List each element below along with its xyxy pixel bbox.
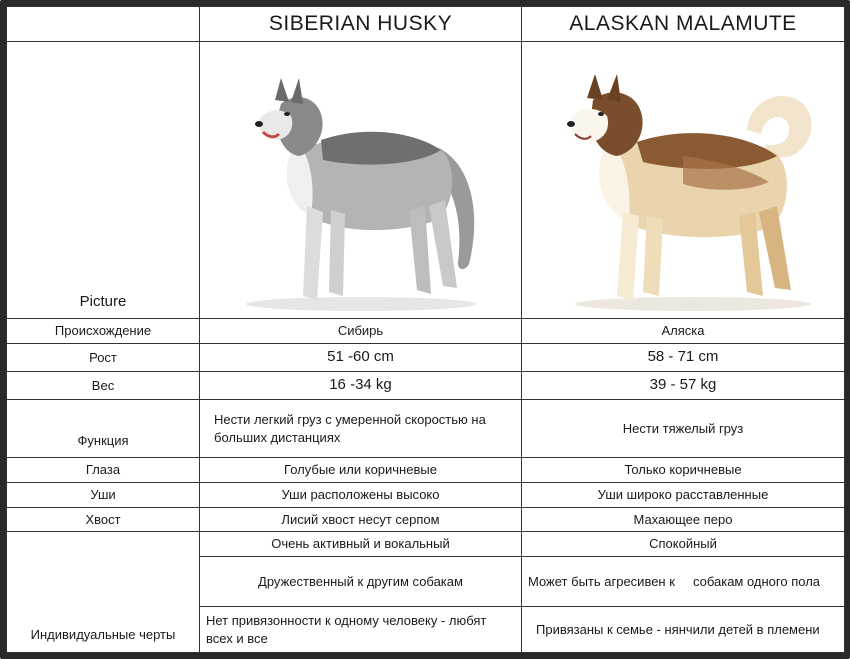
husky-origin: Сибирь	[200, 319, 522, 344]
tail-label: Хвост	[7, 507, 200, 532]
header-siberian-husky: SIBERIAN HUSKY	[200, 7, 522, 42]
malamute-eyes: Только коричневые	[522, 458, 845, 483]
husky-trait-3: Нет привязонности к одному человеку - любят всех и все	[200, 607, 522, 653]
picture-label: Picture	[7, 42, 200, 319]
husky-function: Нести легкий груз с умеренной скоростью на больших дистанциях	[200, 400, 522, 458]
malamute-picture-cell	[522, 42, 845, 319]
function-label: Функция	[7, 400, 200, 458]
malamute-trait-1: Спокойный	[522, 532, 845, 557]
malamute-trait-3: Привязаны к семье - нянчили детей в племени	[522, 607, 845, 653]
height-label: Рост	[7, 343, 200, 371]
husky-trait-2: Дружественный к другим собакам	[200, 557, 522, 607]
malamute-weight: 39 - 57 kg	[522, 371, 845, 399]
husky-tail: Лисий хвост несут серпом	[200, 507, 522, 532]
malamute-ears: Уши широко расставленные	[522, 482, 845, 507]
function-row	[7, 400, 845, 458]
weight-label: Вес	[7, 371, 200, 399]
husky-picture-cell	[200, 42, 522, 319]
eyes-row	[7, 458, 845, 483]
husky-weight: 16 -34 kg	[200, 371, 522, 399]
header-empty-cell	[7, 7, 200, 42]
picture-row	[7, 42, 845, 319]
malamute-tail: Махающее перо	[522, 507, 845, 532]
ears-row	[7, 482, 845, 507]
traits-row-1	[7, 532, 845, 557]
husky-height: 51 -60 cm	[200, 343, 522, 371]
malamute-origin: Аляска	[522, 319, 845, 344]
husky-trait-1: Очень активный и вокальный	[200, 532, 522, 557]
malamute-function: Нести тяжелый груз	[522, 400, 845, 458]
breed-comparison-table	[6, 6, 845, 653]
husky-ears: Уши расположены высоко	[200, 482, 522, 507]
malamute-height: 58 - 71 cm	[522, 343, 845, 371]
ears-label: Уши	[7, 482, 200, 507]
header-row	[7, 7, 845, 42]
origin-label: Происхождение	[7, 319, 200, 344]
origin-row	[7, 319, 845, 344]
tail-row	[7, 507, 845, 532]
malamute-trait-2: Может быть агресивен к собакам одного пола	[522, 557, 845, 607]
height-row	[7, 343, 845, 371]
traits-label: Индивидуальные черты	[7, 532, 200, 653]
header-alaskan-malamute: ALASKAN MALAMUTE	[522, 7, 845, 42]
siberian-husky-illustration	[211, 56, 511, 318]
weight-row	[7, 371, 845, 399]
eyes-label: Глаза	[7, 458, 200, 483]
alaskan-malamute-illustration	[533, 56, 833, 318]
husky-eyes: Голубые или коричневые	[200, 458, 522, 483]
